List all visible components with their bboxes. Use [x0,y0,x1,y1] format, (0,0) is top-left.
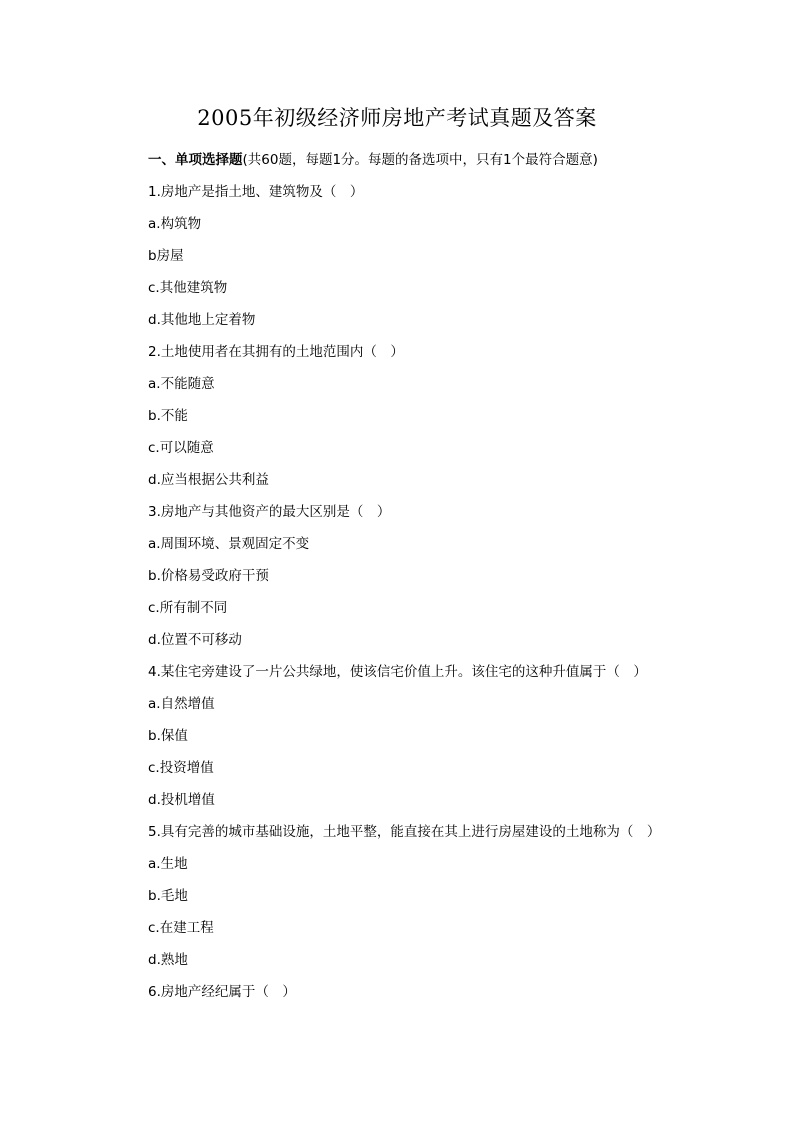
question-line: 3.房地产与其他资产的最大区别是（ ） [148,504,391,520]
option-line: a.周围环境、景观固定不变 [148,536,310,552]
option-line: b.保值 [148,728,188,744]
option-line: b.不能 [148,408,188,424]
option-line: d.熟地 [148,952,188,968]
section-heading: 一、单项选择题 [148,152,243,168]
question-line: 1.房地产是指土地、建筑物及（ ） [148,184,364,200]
option-line: c.投资增值 [148,760,214,776]
option-line: c.在建工程 [148,920,214,936]
option-line: d.位置不可移动 [148,632,242,648]
question-line: 5.具有完善的城市基础设施，土地平整，能直接在其上进行房屋建设的土地称为（ ） [148,824,661,840]
option-line: b.价格易受政府干预 [148,568,269,584]
option-line: c.可以随意 [148,440,214,456]
document-title: 2005年初级经济师房地产考试真题及答案 [197,106,597,130]
option-line: d.其他地上定着物 [148,312,256,328]
option-line: b房屋 [148,248,184,264]
question-line: 2.土地使用者在其拥有的土地范围内（ ） [148,344,404,360]
question-line: 4.某住宅旁建设了一片公共绿地，使该信宅价值上升。该住宅的这种升值属于（ ） [148,664,647,680]
option-line: a.生地 [148,856,188,872]
question-list [148,182,660,1014]
option-line: d.应当根据公共利益 [148,472,269,488]
option-line: c.所有制不同 [148,600,228,616]
option-line: a.构筑物 [148,216,202,232]
question-line: 6.房地产经纪属于（ ） [148,984,296,1000]
option-line: a.不能随意 [148,376,215,392]
option-line: b.毛地 [148,888,188,904]
section-heading-line [148,150,598,170]
section-note: (共60题，每题1分。每题的备选项中，只有1个最符合题意) [242,152,598,168]
option-line: c.其他建筑物 [148,280,228,296]
option-line: d.投机增值 [148,792,215,808]
option-line: a.自然增值 [148,696,215,712]
